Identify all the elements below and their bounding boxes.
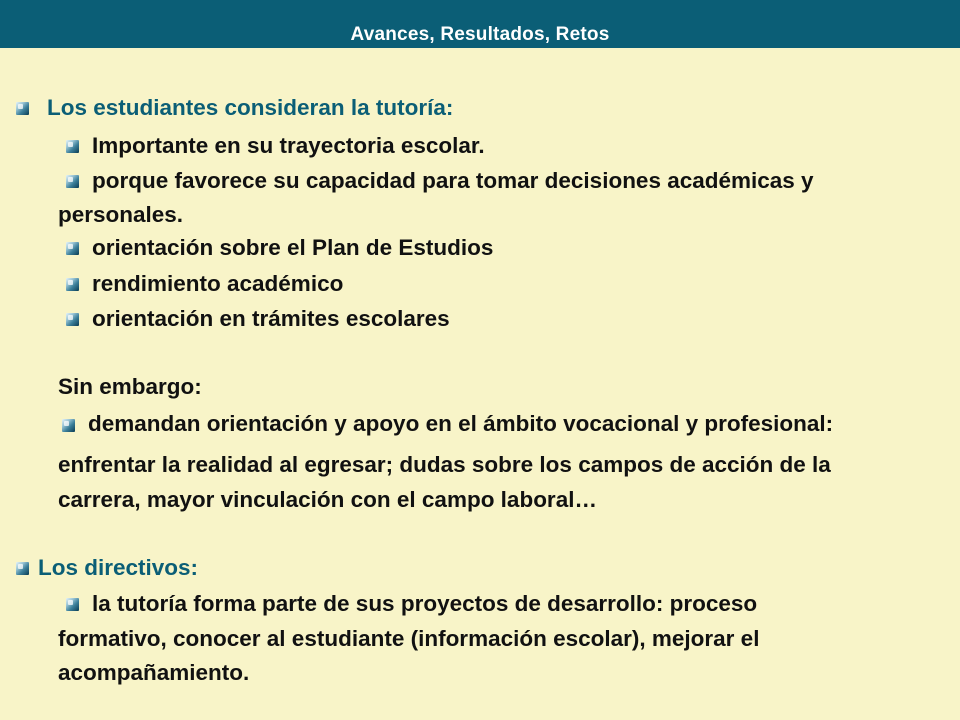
students-demand-line-2: enfrentar la realidad al egresar; dudas sobre los campos de acción de la (58, 452, 831, 477)
bullet-square-icon (62, 419, 75, 432)
students-item-procedures: orientación en trámites escolares (92, 306, 450, 331)
directors-heading: Los directivos: (38, 555, 199, 580)
directors-detail-line-1: la tutoría forma parte de sus proyectos de desarrollo: proceso (92, 591, 758, 616)
bullet-square-icon (16, 562, 29, 575)
directors-detail-line-2: formativo, conocer al estudiante (información escolar), mejorar el (58, 626, 760, 651)
however-label: Sin embargo: (58, 374, 202, 399)
directors-detail-line-3: acompañamiento. (58, 660, 250, 685)
bullet-square-icon (66, 140, 79, 153)
students-heading: Los estudiantes consideran la tutoría: (47, 95, 454, 120)
students-item-performance: rendimiento académico (92, 271, 344, 296)
slide-title: Avances, Resultados, Retos (350, 24, 610, 45)
bullet-square-icon (66, 175, 79, 188)
bullet-square-icon (66, 313, 79, 326)
students-demand-line-1: demandan orientación y apoyo en el ámbito vocacional y profesional: (88, 411, 834, 436)
bullet-square-icon (66, 242, 79, 255)
bullet-square-icon (66, 278, 79, 291)
students-item-study-plan: orientación sobre el Plan de Estudios (92, 235, 494, 260)
bullet-square-icon (16, 102, 29, 115)
students-demand-line-3: carrera, mayor vinculación con el campo laboral… (58, 487, 597, 512)
students-item-decisions: porque favorece su capacidad para tomar decisiones académicas y (92, 168, 814, 193)
bullet-square-icon (66, 598, 79, 611)
students-item-importance: Importante en su trayectoria escolar. (92, 133, 485, 158)
students-item-decisions-continuation: personales. (58, 202, 184, 227)
